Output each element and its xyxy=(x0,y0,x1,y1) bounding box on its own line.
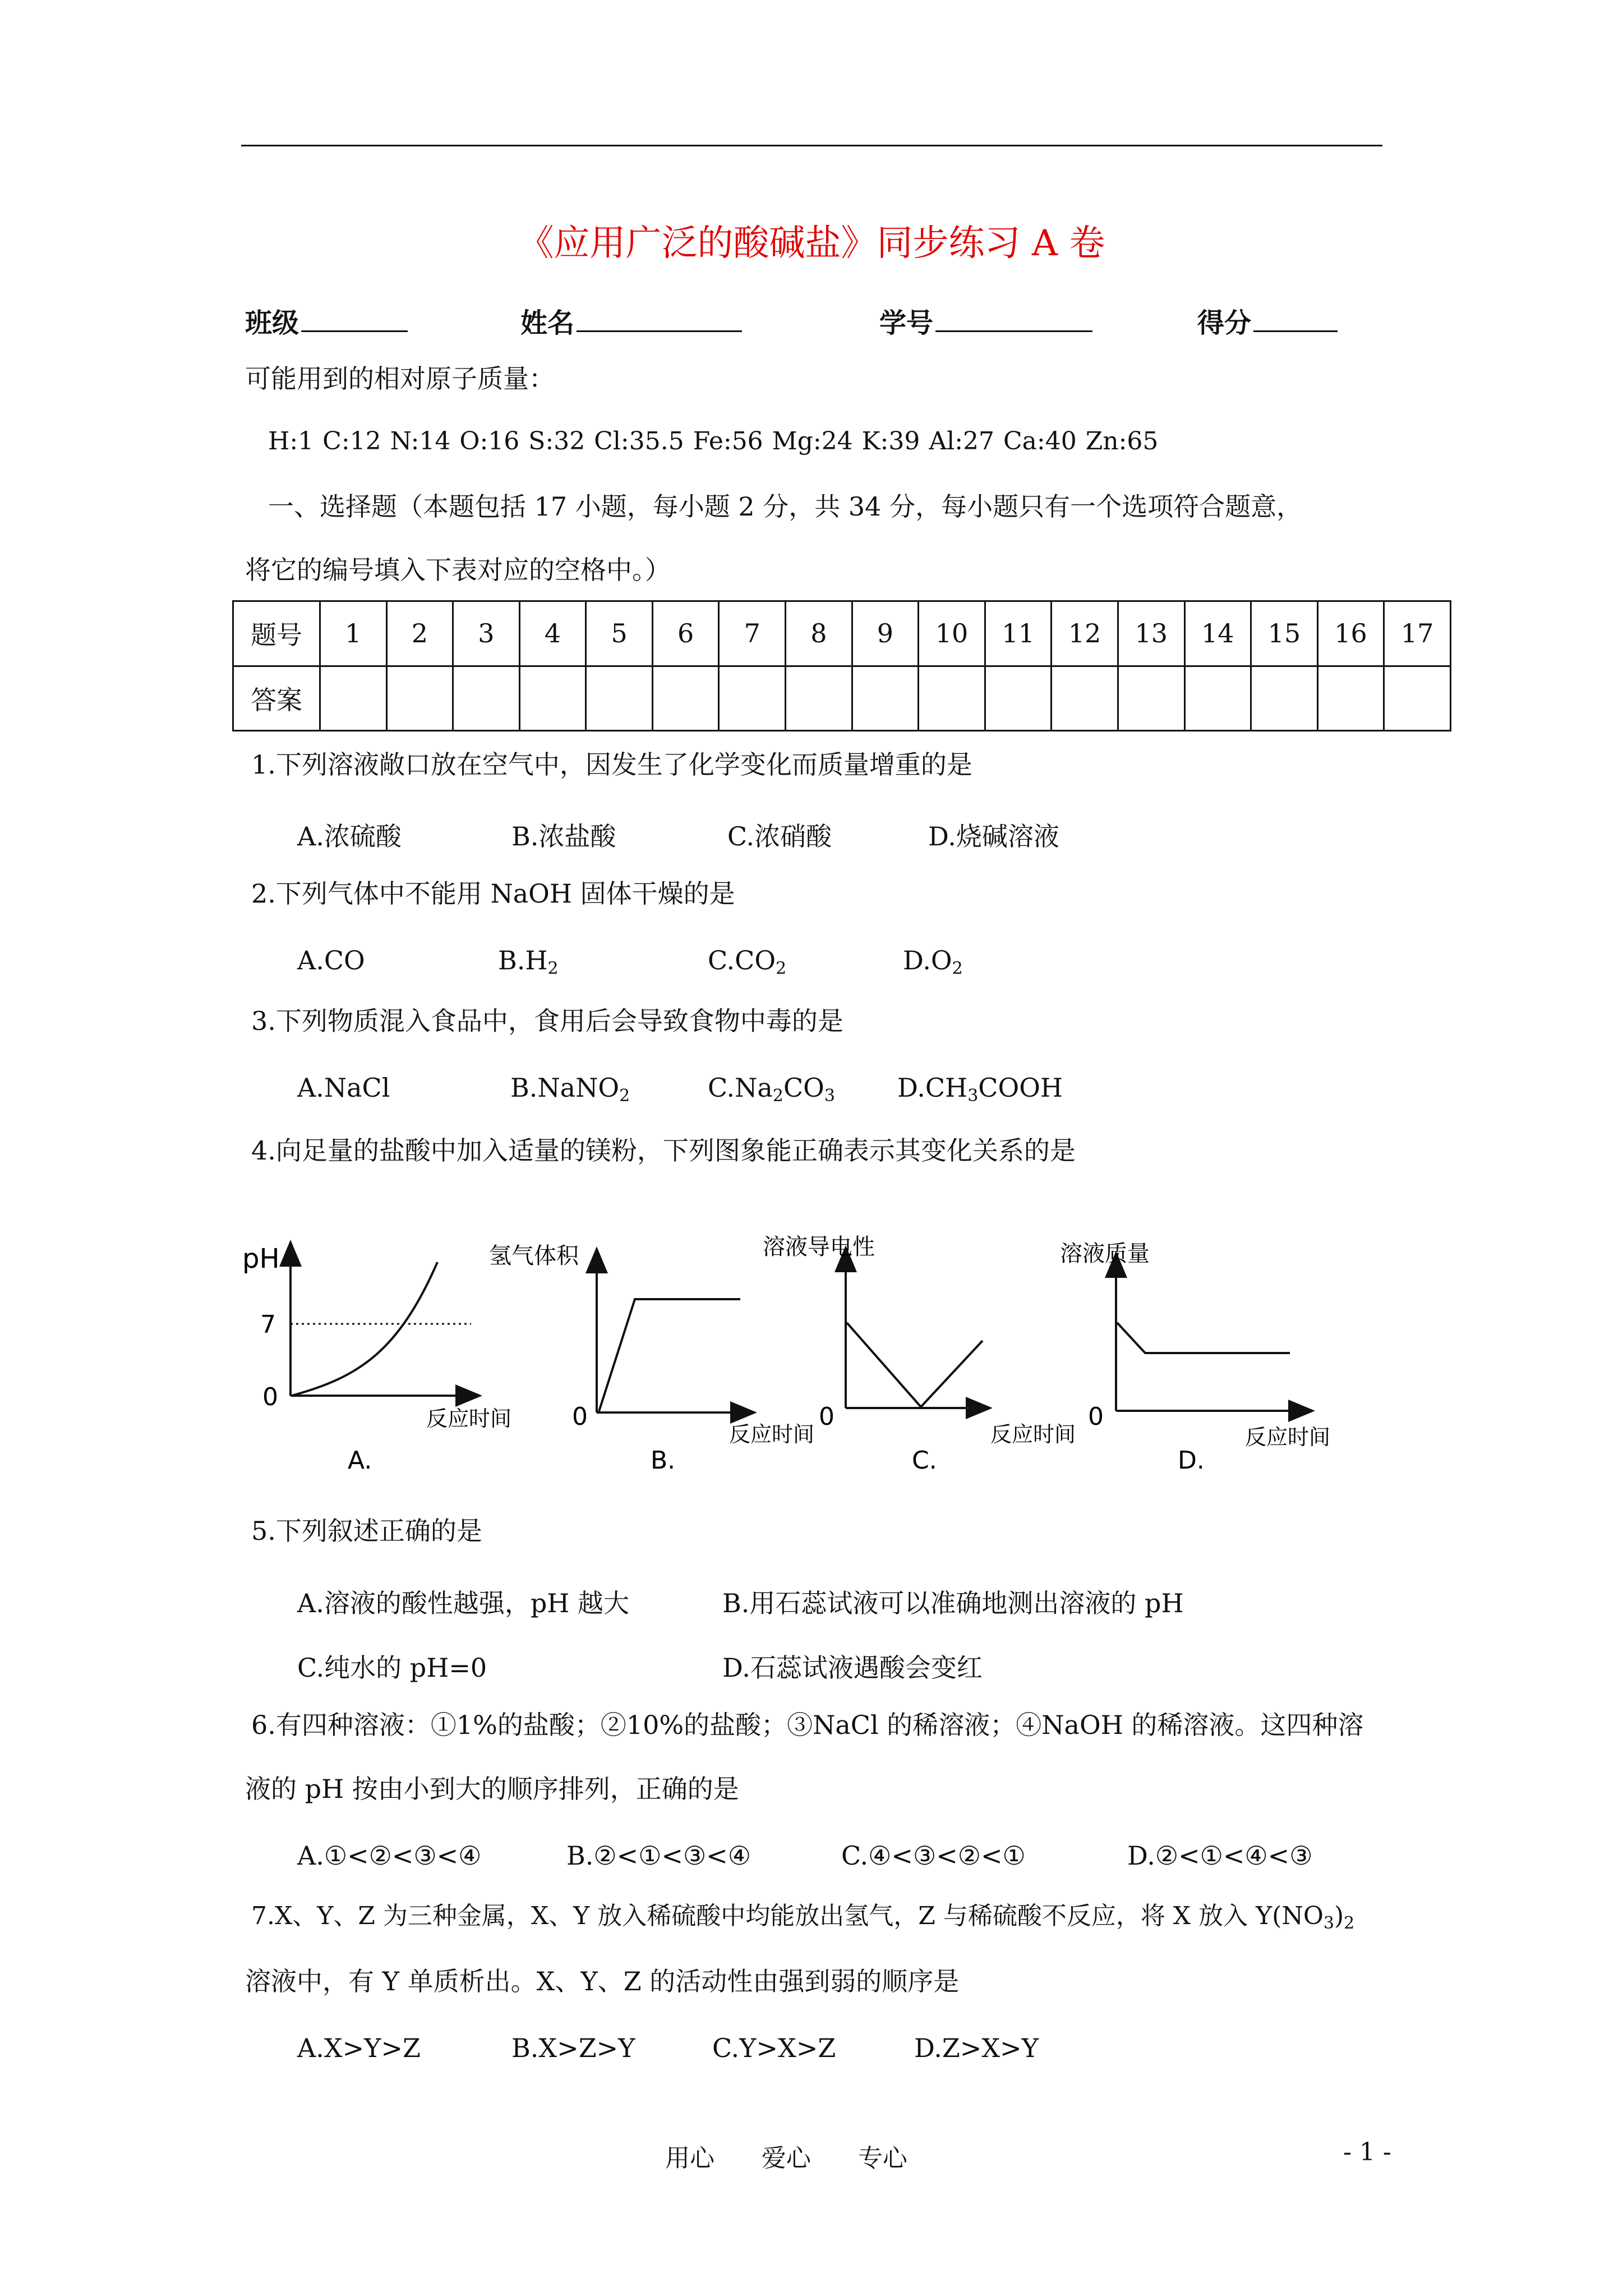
q7-line2: 溶液中，有 Y 单质析出。X、Y、Z 的活动性由强到弱的顺序是 xyxy=(245,1966,960,1996)
q6-line2: 液的 pH 按由小到大的顺序排列，正确的是 xyxy=(245,1774,739,1804)
answer-cell[interactable] xyxy=(320,666,387,731)
q2-b-text: B.H xyxy=(498,945,548,976)
graph-d-caption: D. xyxy=(1178,1446,1205,1475)
number-cell: 2 xyxy=(386,601,453,666)
table-header-number: 题号 xyxy=(233,601,320,666)
section1-line1: 一、选择题（本题包括 17 小题，每小题 2 分，共 34 分，每小题只有一个选项符合题意， xyxy=(268,491,1303,522)
q2-stem: 2.下列气体中不能用 NaOH 固体干燥的是 xyxy=(251,878,735,909)
number-cell: 1 xyxy=(320,601,387,666)
id-label: 学号 xyxy=(879,307,934,339)
atomic-mass-title: 可能用到的相对原子质量： xyxy=(245,364,555,394)
graph-b-caption: B. xyxy=(651,1446,676,1475)
number-cell: 7 xyxy=(719,601,786,666)
q3-stem: 3.下列物质混入食品中，食用后会导致食物中毒的是 xyxy=(251,1006,843,1036)
number-cell: 10 xyxy=(919,601,985,666)
q7-line1-end: ) xyxy=(1334,1902,1344,1930)
table-row-answers xyxy=(233,666,1451,731)
answer-cell[interactable] xyxy=(1052,666,1118,731)
q3-c-sub1: 2 xyxy=(772,1086,783,1106)
graph-d-origin: 0 xyxy=(1088,1402,1104,1431)
q5-option-a[interactable]: A.溶液的酸性越强，pH 越大 xyxy=(297,1588,630,1618)
class-blank[interactable] xyxy=(301,308,408,332)
number-cell: 8 xyxy=(786,601,852,666)
graph-c-line xyxy=(847,1323,983,1407)
q1-option-b[interactable]: B.浓盐酸 xyxy=(511,821,616,852)
answer-cell[interactable] xyxy=(652,666,719,731)
score-blank[interactable] xyxy=(1253,308,1338,332)
q6-option-b[interactable]: B.②<①<③<④ xyxy=(566,1841,751,1871)
number-cell: 6 xyxy=(652,601,719,666)
graph-a xyxy=(242,1243,511,1475)
answer-cell[interactable] xyxy=(453,666,520,731)
graph-d-line xyxy=(1117,1323,1290,1353)
q3-c-sub2: 3 xyxy=(824,1086,835,1106)
graph-b-xlabel: 反应时间 xyxy=(729,1422,815,1447)
q7-option-b[interactable]: B.X>Z>Y xyxy=(511,2033,635,2063)
q2-c-text: C.CO xyxy=(708,945,776,976)
q1-option-d[interactable]: D.烧碱溶液 xyxy=(928,821,1059,852)
table-row-numbers xyxy=(233,601,1451,666)
graph-b xyxy=(489,1243,814,1475)
q2-d-sub: 2 xyxy=(952,959,963,978)
answer-cell[interactable] xyxy=(1184,666,1251,731)
name-label: 姓名 xyxy=(520,307,575,339)
q3-option-b[interactable] xyxy=(510,1073,630,1106)
number-cell: 4 xyxy=(519,601,586,666)
class-field xyxy=(245,301,408,340)
answer-cell[interactable] xyxy=(985,666,1052,731)
q7-line1-text: 7.X、Y、Z 为三种金属，X、Y 放入稀硫酸中均能放出氢气，Z 与稀硫酸不反应，将 X 放入 Y(NO xyxy=(251,1902,1324,1930)
q2-d-text: D.O xyxy=(903,945,952,976)
answer-cell[interactable] xyxy=(519,666,586,731)
q6-option-a[interactable]: A.①<②<③<④ xyxy=(297,1841,482,1871)
q3-option-c[interactable] xyxy=(708,1073,835,1106)
answer-cell[interactable] xyxy=(386,666,453,731)
q1-option-a[interactable]: A.浓硫酸 xyxy=(297,821,402,852)
graph-d-xlabel: 反应时间 xyxy=(1245,1425,1331,1450)
q5-option-d[interactable]: D.石蕊试液遇酸会变红 xyxy=(722,1653,983,1683)
q5-stem: 5.下列叙述正确的是 xyxy=(251,1516,482,1546)
id-field xyxy=(879,301,1092,340)
q6-option-c[interactable]: C.④<③<②<① xyxy=(841,1841,1026,1871)
id-blank[interactable] xyxy=(935,308,1092,332)
header-rule xyxy=(241,145,1382,146)
page-number: - 1 - xyxy=(1343,2138,1391,2166)
page-title: 《应用广泛的酸碱盐》同步练习 A 卷 xyxy=(518,223,1105,264)
answer-cell[interactable] xyxy=(586,666,653,731)
q3-d-sub: 3 xyxy=(967,1086,979,1106)
number-cell: 17 xyxy=(1384,601,1451,666)
q3-d-text2: COOH xyxy=(978,1073,1063,1103)
footer-motto: 用心 爱心 专心 xyxy=(665,2144,907,2173)
number-cell: 12 xyxy=(1052,601,1118,666)
graph-b-ylabel: 氢气体积 xyxy=(489,1243,579,1269)
class-label: 班级 xyxy=(245,307,299,339)
number-cell: 5 xyxy=(586,601,653,666)
number-cell: 13 xyxy=(1118,601,1184,666)
graph-a-mark: 7 xyxy=(260,1310,276,1339)
number-cell: 16 xyxy=(1317,601,1384,666)
answer-cell[interactable] xyxy=(1317,666,1384,731)
graph-a-curve xyxy=(292,1262,437,1396)
q3-option-a[interactable]: A.NaCl xyxy=(297,1073,390,1103)
score-field xyxy=(1197,301,1338,340)
number-cell: 14 xyxy=(1184,601,1251,666)
table-header-answer: 答案 xyxy=(233,666,320,731)
answer-cell[interactable] xyxy=(852,666,919,731)
q6-line1: 6.有四种溶液：①1%的盐酸；②10%的盐酸；③NaCl 的稀溶液；④NaOH 的稀溶液。这四种溶 xyxy=(251,1710,1364,1740)
number-cell: 11 xyxy=(985,601,1052,666)
q3-c-text2: CO xyxy=(783,1073,824,1103)
q5-option-c[interactable]: C.纯水的 pH=0 xyxy=(297,1653,487,1683)
section1-line2: 将它的编号填入下表对应的空格中。） xyxy=(245,555,671,585)
answer-table xyxy=(232,600,1451,731)
q7-line1 xyxy=(251,1904,1354,1932)
name-field xyxy=(520,301,742,340)
q7-option-c[interactable]: C.Y>X>Z xyxy=(712,2033,836,2063)
q7-option-d[interactable]: D.Z>X>Y xyxy=(914,2033,1039,2063)
q2-option-c[interactable] xyxy=(708,945,786,978)
graph-a-origin: 0 xyxy=(262,1383,278,1411)
answer-cell[interactable] xyxy=(919,666,985,731)
q7-line1-sub: 3 xyxy=(1323,1913,1334,1933)
q3-b-text: B.NaNO xyxy=(510,1073,620,1103)
number-cell: 15 xyxy=(1251,601,1318,666)
q2-option-a[interactable]: A.CO xyxy=(297,945,365,976)
name-blank[interactable] xyxy=(577,308,742,332)
q3-d-text: D.CH xyxy=(897,1073,968,1103)
graph-c-caption: C. xyxy=(912,1446,937,1475)
q3-c-text: C.Na xyxy=(708,1073,773,1103)
graph-b-line xyxy=(599,1299,740,1411)
q3-option-d[interactable] xyxy=(897,1073,1063,1106)
q2-option-b[interactable] xyxy=(498,945,559,978)
atomic-mass-list: H:1 C:12 N:14 O:16 S:32 Cl:35.5 Fe:56 Mg:24 K:39 Al:27 Ca:40 Zn:65 xyxy=(268,427,1159,455)
q2-c-sub: 2 xyxy=(776,959,787,978)
graph-a-xlabel: 反应时间 xyxy=(426,1406,512,1431)
graph-b-origin: 0 xyxy=(572,1402,588,1431)
answer-cell[interactable] xyxy=(719,666,786,731)
answer-cell[interactable] xyxy=(1118,666,1184,731)
q1-stem: 1.下列溶液敞口放在空气中，因发生了化学变化而质量增重的是 xyxy=(251,749,972,780)
graph-a-ylabel: pH xyxy=(242,1243,280,1274)
q4-graphs xyxy=(236,1217,1413,1481)
q5-option-b[interactable]: B.用石蕊试液可以准确地测出溶液的 pH xyxy=(722,1588,1184,1618)
graph-c-origin: 0 xyxy=(819,1402,834,1431)
q4-stem: 4.向足量的盐酸中加入适量的镁粉，下列图象能正确表示其变化关系的是 xyxy=(251,1135,1076,1166)
graph-a-caption: A. xyxy=(348,1446,372,1475)
q2-b-sub: 2 xyxy=(547,959,559,978)
q3-b-sub: 2 xyxy=(619,1086,630,1106)
graph-c-ylabel: 溶液导电性 xyxy=(763,1234,875,1260)
graph-c-xlabel: 反应时间 xyxy=(990,1422,1076,1447)
graph-d-ylabel: 溶液质量 xyxy=(1060,1241,1150,1267)
graph-d xyxy=(1060,1241,1330,1475)
answer-cell[interactable] xyxy=(1384,666,1451,731)
number-cell: 9 xyxy=(852,601,919,666)
q2-option-d[interactable] xyxy=(903,945,963,978)
q7-line1-sub2: 2 xyxy=(1344,1913,1355,1933)
number-cell: 3 xyxy=(453,601,520,666)
answer-cell[interactable] xyxy=(786,666,852,731)
q6-option-d[interactable]: D.②<①<④<③ xyxy=(1127,1841,1313,1871)
score-label: 得分 xyxy=(1197,307,1252,339)
q1-option-c[interactable]: C.浓硝酸 xyxy=(727,821,832,852)
q7-option-a[interactable]: A.X>Y>Z xyxy=(297,2033,421,2063)
answer-cell[interactable] xyxy=(1251,666,1318,731)
